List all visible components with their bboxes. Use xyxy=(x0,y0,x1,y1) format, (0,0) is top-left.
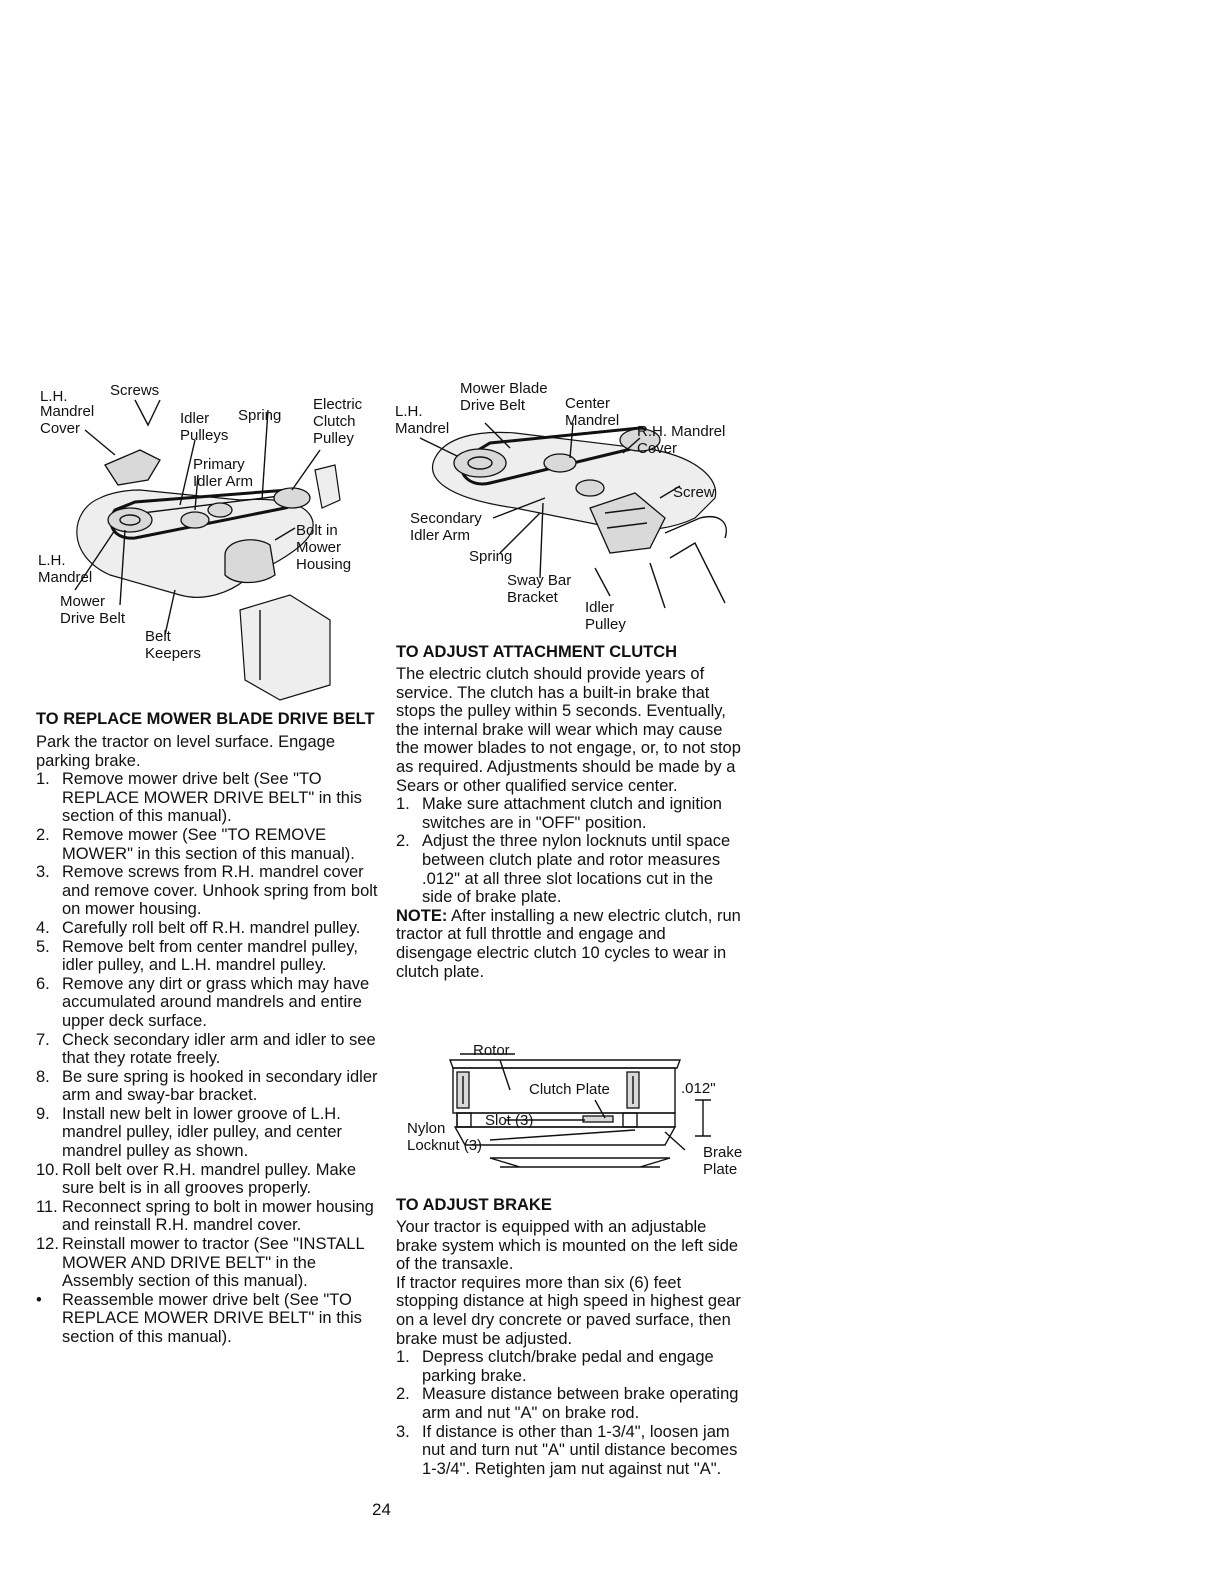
label-mower-blade-drive-belt: Mower Blade Drive Belt xyxy=(460,380,548,414)
label-slot: Slot (3) xyxy=(485,1112,534,1129)
figure-mower-deck-right xyxy=(395,378,745,638)
list-item: 5. Remove belt from center mandrel pulley, idler pulley, and L.H. mandrel pulley. xyxy=(36,937,358,975)
label-rotor: Rotor xyxy=(473,1042,510,1059)
heading-adjust-clutch: TO ADJUST ATTACHMENT CLUTCH xyxy=(396,643,678,661)
label-lh-mandrel-right: L.H. Mandrel xyxy=(395,403,450,437)
label-lh-mandrel: L.H. Mandrel xyxy=(38,552,93,586)
brake-steps-list xyxy=(396,1348,741,1478)
replace-intro: Park the tractor on level surface. Engage parking brake. xyxy=(36,733,335,770)
section-adjust-clutch xyxy=(396,643,741,981)
label-clutch-plate: Clutch Plate xyxy=(529,1081,610,1098)
label-spring-right: Spring xyxy=(469,548,513,565)
label-mandrel-cover: Mandrel Cover xyxy=(40,403,95,437)
note-label: NOTE: xyxy=(396,906,448,925)
label-gap: .012" xyxy=(681,1080,716,1097)
clutch-note xyxy=(396,907,741,981)
label-screw: Screw xyxy=(673,484,715,501)
note-text: After installing a new electric clutch, run tractor at full throttle and engage and disengage electric clutch 10 cycles to wear in clutch plate. xyxy=(396,906,741,981)
list-item: 2. Adjust the three nylon locknuts until space between clutch plate and rotor measures .012" at all three slot locations cut in the side of brake plate. xyxy=(396,832,731,907)
list-item: 1. Remove mower drive belt (See "TO REPLACE MOWER DRIVE BELT" in this section of this manual). xyxy=(36,770,362,826)
list-item: 8. Be sure spring is hooked in secondary idler arm and sway-bar bracket. xyxy=(36,1067,378,1105)
list-item: 1. Make sure attachment clutch and ignition switches are in "OFF" position. xyxy=(396,795,722,832)
label-idler-pulleys: Idler Pulleys xyxy=(180,410,229,444)
label-electric-clutch-pulley: Electric Clutch Pulley xyxy=(313,396,363,447)
label-brake-plate: Brake Plate xyxy=(703,1144,743,1178)
label-center-mandrel: Center Mandrel xyxy=(565,395,620,429)
brake-intro-2: If tractor requires more than six (6) feet stopping distance at high speed in highest gear on a level dry concrete or paved surface, then brake must be adjusted. xyxy=(396,1273,741,1348)
label-lh: L.H. xyxy=(40,388,68,405)
list-item: 1. Depress clutch/brake pedal and engage parking brake. xyxy=(396,1348,714,1385)
heading-replace-blade-belt: TO REPLACE MOWER BLADE DRIVE BELT xyxy=(36,710,375,728)
list-item: 10. Roll belt over R.H. mandrel pulley. Make sure belt is in all grooves properly. xyxy=(36,1160,357,1198)
list-item: 3. If distance is other than 1-3/4", loosen jam nut and turn nut "A" until distance becomes 1-3/4". Retighten jam nut against nut "A". xyxy=(396,1422,738,1478)
list-item: 2. Measure distance between brake operating arm and nut "A" on brake rod. xyxy=(396,1385,739,1422)
label-mower-drive-belt: Mower Drive Belt xyxy=(60,593,126,627)
clutch-steps-list xyxy=(396,795,741,907)
list-item: 2. Remove mower (See "TO REMOVE MOWER" in this section of this manual). xyxy=(36,825,355,863)
brake-intro-1: Your tractor is equipped with an adjustable brake system which is mounted on the left side of the transaxle. xyxy=(396,1218,739,1274)
list-item: 7. Check secondary idler arm and idler to see that they rotate freely. xyxy=(36,1030,376,1068)
label-nylon-locknut: Nylon Locknut (3) xyxy=(407,1120,483,1154)
figure-mower-deck-left xyxy=(30,380,375,700)
clutch-intro: The electric clutch should provide years of service. The clutch has a built-in brake that stops the pulley within 5 seconds. Eventually, the internal brake will wear which may cause the mower blades to not engage, or, to not stop as required. Adjustments should be made by a Sears or other qualified service center. xyxy=(396,665,741,795)
list-item: 4. Carefully roll belt off R.H. mandrel pulley. xyxy=(36,918,361,937)
heading-adjust-brake: TO ADJUST BRAKE xyxy=(396,1196,552,1214)
page-number: 24 xyxy=(372,1500,391,1519)
label-bolt-in-mower-housing: Bolt in Mower Housing xyxy=(296,522,352,573)
label-idler-pulley: Idler Pulley xyxy=(585,599,626,633)
section-replace-blade-belt xyxy=(36,710,381,1347)
list-item: • Reassemble mower drive belt (See "TO REPLACE MOWER DRIVE BELT" in this section of this manual). xyxy=(36,1290,362,1346)
label-sway-bar-bracket: Sway Bar Bracket xyxy=(507,572,572,606)
clutch-drawing xyxy=(405,1040,745,1185)
figure-clutch xyxy=(405,1040,745,1185)
section-adjust-brake xyxy=(396,1196,741,1478)
label-secondary-idler-arm: Secondary Idler Arm xyxy=(410,510,482,544)
label-primary-idler-arm: Primary Idler Arm xyxy=(193,456,254,490)
list-item: 9. Install new belt in lower groove of L.H. mandrel pulley, idler pulley, and center mandrel pulley as shown. xyxy=(36,1104,343,1161)
list-item: 6. Remove any dirt or grass which may have accumulated around mandrels and entire upper deck surface. xyxy=(36,974,370,1030)
list-item: 3. Remove screws from R.H. mandrel cover and remove cover. Unhook spring from bolt on mower housing. xyxy=(36,863,378,919)
replace-steps-list xyxy=(36,770,381,1346)
list-item: 12. Reinstall mower to tractor (See "INSTALL MOWER AND DRIVE BELT" in the Assembly section of this manual). xyxy=(36,1235,365,1291)
label-rh-mandrel-cover: R.H. Mandrel Cover xyxy=(637,423,726,457)
label-belt-keepers: Belt Keepers xyxy=(145,628,201,662)
label-spring: Spring xyxy=(238,407,282,424)
list-item: 11. Reconnect spring to bolt in mower housing and reinstall R.H. mandrel cover. xyxy=(36,1197,374,1235)
label-screws: Screws xyxy=(110,382,160,399)
